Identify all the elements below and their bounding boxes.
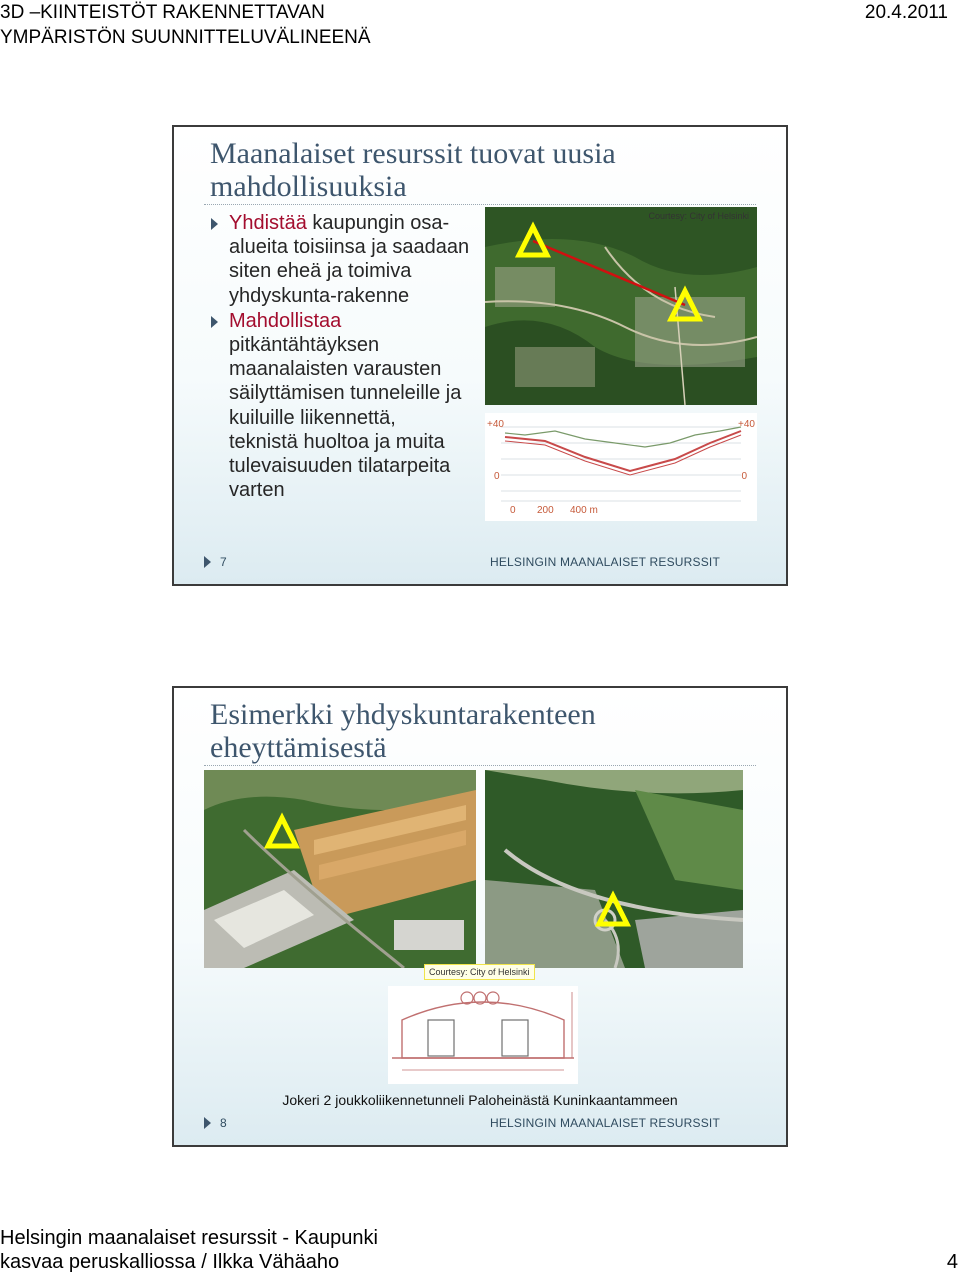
header-date: 20.4.2011 (864, 2, 948, 23)
bullet-item (208, 309, 470, 503)
profile-label: 0 (510, 505, 516, 516)
slide-footer (174, 554, 786, 572)
document-footer (0, 1226, 930, 1274)
image-credit: Courtesy: City of Helsinki (424, 964, 535, 980)
bullet-highlight: Yhdistää (229, 212, 307, 234)
image-credit: Courtesy: City of Helsinki (648, 211, 749, 221)
profile-label: +40 (738, 419, 755, 430)
footer-title: HELSINGIN MAANALAISET RESURSSIT (489, 1116, 720, 1130)
header-title-line2: YMPÄRISTÖN SUUNNITTELUVÄLINEENÄ (0, 27, 371, 48)
bullet-arrow-icon (211, 316, 218, 328)
profile-label: 0 (741, 471, 747, 482)
footer-arrow-icon (204, 556, 211, 568)
profile-label: 200 (537, 505, 554, 516)
profile-label: 400 m (570, 505, 598, 516)
footer-line1: Helsingin maanalaiset resurssit - Kaupunki (0, 1227, 378, 1249)
bullet-list (208, 211, 470, 503)
document-header (0, 0, 620, 50)
tunnel-profile-image (485, 413, 757, 521)
footer-arrow-icon (204, 1117, 211, 1129)
bullet-item (208, 211, 470, 308)
figure-caption: Jokeri 2 joukkoliikennetunneli Paloheinästä Kuninkaantammeen (282, 1092, 678, 1108)
slide-title: Maanalaiset resurssit tuovat uusia mahdollisuuksia (210, 137, 616, 203)
title-divider (204, 765, 756, 766)
bullet-arrow-icon (211, 218, 218, 230)
aerial-photo-image (485, 770, 743, 968)
title-divider (204, 204, 756, 205)
bullet-highlight: Mahdollistaa (229, 309, 342, 332)
profile-label: +40 (487, 419, 504, 430)
aerial-map-image (485, 207, 757, 405)
slide-number: 7 (220, 555, 227, 569)
slide-title: Esimerkki yhdyskuntarakenteen eheyttämisestä (210, 698, 596, 764)
district-rendering-image (204, 770, 476, 968)
bullet-text: kaupungin osa-alueita toisiinsa ja saadaan siten eheä ja toimiva yhdyskunta-rakenne (229, 212, 470, 307)
slide-8 (172, 686, 788, 1147)
profile-label: 0 (494, 471, 500, 482)
slide-7 (172, 125, 788, 586)
footer-line2: kasvaa peruskalliossa / Ilkka Vähäaho (0, 1251, 340, 1273)
footer-title: HELSINGIN MAANALAISET RESURSSIT (489, 555, 720, 569)
header-title-line1: 3D –KIINTEISTÖT RAKENNETTAVAN (0, 2, 325, 23)
page-number: 4 (946, 1251, 958, 1273)
slide-number: 8 (220, 1116, 227, 1130)
tunnel-cross-section-image (388, 986, 578, 1084)
bullet-text: pitkäntähtäyksen maanalaisten varausten säilyttämisen tunneleille ja kuiluille liikennettä, teknistä huoltoa ja muita tulevaisuuden tilatarpeita varten (229, 334, 462, 502)
slide-footer (174, 1115, 786, 1133)
